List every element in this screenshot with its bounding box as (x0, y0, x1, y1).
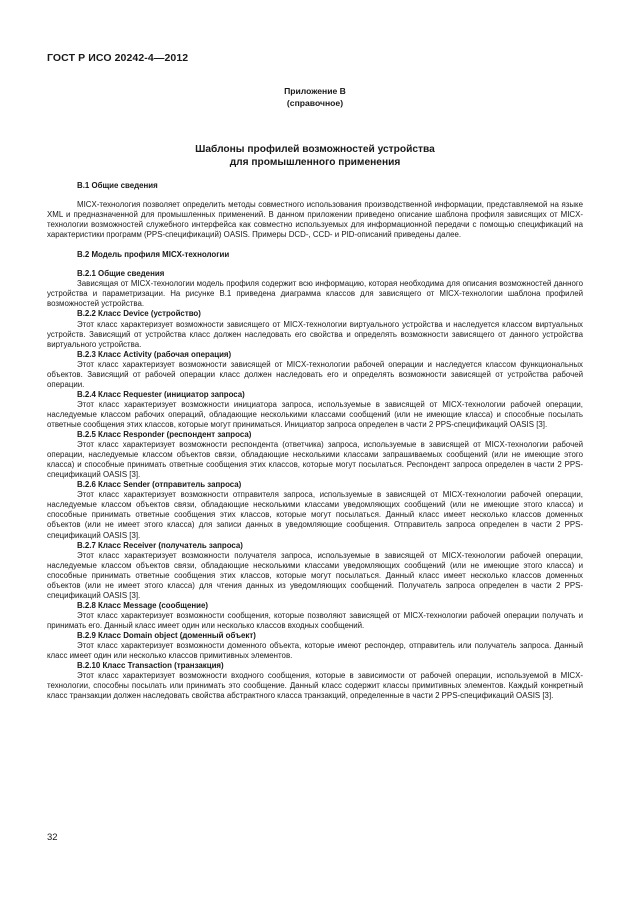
subsection-heading: В.2.7 Класс Receiver (получатель запроса) (77, 540, 243, 550)
annex-kind: (справочное) (286, 98, 344, 108)
subsection-heading: В.2.3 Класс Activity (рабочая операция) (77, 349, 232, 359)
subsection-paragraph: Этот класс характеризует возможности отправителя запроса, используемые в зависящей от MICX-технологии рабочей операции, наследуемые классом объектов связи, обладающие несколькими классами уведомляющих сообщений (или не имеющие этого класса) и способные принимать ответные сообщения этих классов, которые могут посылаться. Данный класс имеет несколько классов доменных объектов (или не имеет этого класса) для записи данных в уведомляющие сообщения. Отправитель запроса определен в части 2 PPS-спецификаций OASIS [3]. (47, 490, 583, 540)
subsection-heading: В.2.1 Общие сведения (77, 269, 165, 279)
annex-label: Приложение В (284, 86, 346, 96)
subsection-heading: В.2.2 Класс Device (устройство) (77, 309, 201, 319)
section-heading: В.2 Модель профиля MICX-технологии (77, 250, 230, 260)
subsection-heading: В.2.4 Класс Requester (инициатор запроса) (77, 389, 245, 399)
subsection-paragraph: Этот класс характеризует возможности получателя запроса, используемые в зависящей от MICX-технологии рабочей операции, наследуемые классом объектов связи, обладающие несколькими классами уведомляющих сообщений (или не имеющие этого класса) и способные принимать ответные сообщения этих классов, которые могут посылаться. Данный класс имеет несколько классов доменных объектов (или не имеет этого класса) для чтения данных из уведомляющих сообщений. Получатель запроса определен в части 2 PPS-спецификаций OASIS [3]. (47, 550, 583, 600)
annex-title-line-2: для промышленного применения (229, 157, 401, 168)
subsection-paragraph: Этот класс характеризует возможности сообщения, которые позволяют зависящей от MICX-технологии рабочей операции получать и принимать его. Данный класс имеет один или несколько классов входных сообщений. (47, 610, 583, 630)
subsection-paragraph: Этот класс характеризует возможности зависящей от MICX-технологии рабочей операции и наследуется классом функциональных объектов. Зависящий от рабочей операции класс должен наследовать его и определять возможности зависящей от устройства рабочей операции. (47, 359, 583, 389)
annex-title-line-1: Шаблоны профилей возможностей устройства (195, 144, 435, 155)
annex-title (0, 143, 630, 169)
subsection-heading: В.2.10 Класс Transaction (транзакция) (77, 661, 224, 671)
page-number: 32 (47, 832, 58, 843)
section-heading: В.1 Общие сведения (77, 181, 158, 190)
annex-heading (0, 85, 630, 109)
subsection-paragraph: Этот класс характеризует возможности зависящего от MICX-технологии виртуального устройства и наследуется классом виртуальных устройств. Зависящий от устройства класс должен наследовать его свойства и определять возможности зависящего от данного устройства виртуального устройства. (47, 319, 583, 349)
subsection-heading: В.2.6 Класс Sender (отправитель запроса) (77, 480, 242, 490)
subsection-paragraph: Этот класс характеризует возможности инициатора запроса, используемые в зависящей от MICX-технологии рабочей операции, наследуемые классом рабочих операций, обладающие несколькими классами сообщений (или не имеющие класса) и способные посылать ответные сообщения этих классов, которые могут приниматься. Инициатор запроса определен в части 2 PPS-спецификаций OASIS [3]. (47, 399, 583, 429)
standard-designation: ГОСТ Р ИСО 20242-4—2012 (47, 52, 189, 64)
section-paragraph: MICX-технология позволяет определить методы совместного использования производственной информации, представляемой на языке XML и предназначенной для промышленных применений. В данном приложении приведено описание шаблона профиля зависящих от MICX-технологии возможностей служебного интерфейса как совместно используемых для информационной передачи с помощью спецификаций на характеристики программ (PPS-спецификаций) OASIS. Примеры DCD-, CCD- и PID-описаний приведены далее. (47, 200, 583, 240)
subsection-paragraph: Этот класс характеризует возможности респондента (ответчика) запроса, используемые в зависящей от MICX-технологии рабочей операции, наследуемые классом объектов связи, обладающие несколькими классами запрашиваемых сообщений (или не имеющие этого класса) и способные принимать ответные сообщения этих классов, которые могут посылаться. Респондент запроса определен в части 2 PPS-спецификаций OASIS [3]. (47, 440, 583, 480)
subsection-heading: В.2.9 Класс Domain object (доменный объект) (77, 630, 256, 640)
subsection-paragraph: Этот класс характеризует возможности входного сообщения, которые в зависимости от рабочей операции, используемой в MICX-технологии, способны посылать или принимать это сообщение. Данный класс содержит классы примитивных элементов. Каждый конкретный класс транзакции должен наследовать свойства абстрактного класса транзакций, определенные в части 2 PPS-спецификаций OASIS [3]. (47, 671, 583, 701)
subsection-heading: В.2.8 Класс Message (сообщение) (77, 600, 208, 610)
document-body (47, 181, 583, 701)
subsection-paragraph: Этот класс характеризует возможности доменного объекта, которые имеют респондер, отправитель или получатель запроса. Данный класс имеет один или несколько классов примитивных элементов. (47, 641, 583, 661)
subsection-paragraph: Зависящая от MICX-технологии модель профиля содержит всю информацию, которая необходима для описания возможностей данного устройства и параметризации. На рисунке В.1 приведена диаграмма классов для зависящего от MICX-технологии шаблона профилей возможностей устройства. (47, 279, 583, 309)
subsection-heading: В.2.5 Класс Responder (респондент запроса) (77, 430, 252, 440)
